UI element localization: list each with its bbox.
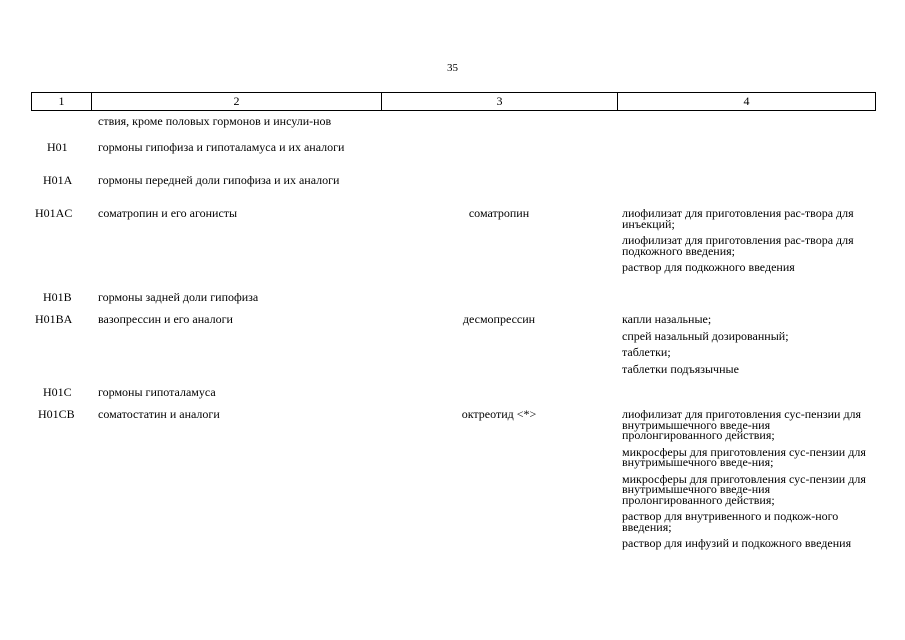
dosage-form: таблетки подъязычные: [622, 361, 739, 376]
atc-code: H01BA: [35, 312, 73, 326]
dosage-form: раствор для инфузий и подкожного введения: [622, 536, 852, 550]
dosage-forms: [617, 314, 873, 387]
atc-code: H01CB: [38, 407, 75, 421]
dosage-form: лиофилизат для приготовления рас-твора для подкожного введения;: [622, 233, 854, 258]
table-row: [0, 292, 905, 314]
table-header: [31, 92, 876, 111]
dosage-forms: [617, 208, 873, 292]
dosage-form: спрей назальный дозированный;: [622, 328, 789, 343]
dosage-forms: [617, 387, 873, 409]
table-row: [0, 387, 905, 409]
atc-group-name: гормоны гипоталамуса: [98, 385, 216, 399]
dosage-forms: [617, 175, 873, 208]
atc-code: [0, 116, 91, 142]
dosage-form: капли назальные;: [622, 312, 712, 326]
dosage-form: раствор для внутривенного и подкож-ного введения;: [622, 509, 839, 534]
header-col-2: 2: [92, 93, 382, 110]
table-row: [0, 314, 905, 387]
dosage-forms: [617, 292, 873, 314]
header-col-4: 4: [743, 94, 750, 108]
substance-name: [381, 116, 617, 142]
substance-name: десмопрессин: [462, 312, 536, 326]
dosage-form: микросферы для приготовления сус-пензии для внутримышечного введе-ния;: [622, 444, 866, 469]
dosage-forms: [617, 142, 873, 175]
table-body: [0, 116, 905, 599]
atc-group-name: соматостатин и аналоги: [98, 407, 220, 421]
atc-code: H01AC: [35, 206, 73, 220]
dosage-form: раствор для подкожного введения: [622, 260, 795, 274]
atc-group-name: ствия, кроме половых гормонов и инсули-нов: [98, 114, 332, 128]
table-row: [0, 175, 905, 208]
atc-code: H01: [47, 140, 68, 154]
header-col-1: 1: [32, 93, 92, 110]
substance-name: [381, 387, 617, 409]
header-col-3: 3: [382, 93, 618, 110]
dosage-form: лиофилизат для приготовления рас-твора для инъекций;: [622, 206, 854, 231]
atc-group-name: соматропин и его агонисты: [98, 206, 238, 220]
dosage-form: таблетки;: [622, 345, 671, 359]
page-number: 35: [447, 62, 458, 74]
table-row: [0, 208, 905, 292]
atc-group-name: гормоны передней доли гипофиза и их аналоги: [98, 173, 340, 187]
atc-code: H01B: [43, 290, 72, 304]
substance-name: соматропин: [468, 206, 530, 220]
atc-code: H01C: [43, 385, 72, 399]
atc-group-name: вазопрессин и его аналоги: [98, 312, 233, 326]
dosage-forms: [617, 409, 873, 599]
atc-group-name: гормоны гипофиза и гипоталамуса и их аналоги: [98, 140, 345, 154]
table-row: [0, 142, 905, 175]
substance-name: октреотид <*>: [461, 407, 537, 421]
table-row: [0, 116, 905, 142]
dosage-form: микросферы для приготовления сус-пензии для внутримышечного введе-ния пролонгированного действия;: [622, 471, 866, 507]
substance-name: [381, 175, 617, 208]
dosage-forms: [617, 116, 873, 142]
dosage-form: лиофилизат для приготовления сус-пензии для внутримышечного введе-ния пролонгированного действия;: [622, 407, 862, 442]
atc-code: H01A: [43, 173, 73, 187]
atc-group-name: гормоны задней доли гипофиза: [98, 290, 259, 304]
substance-name: [381, 142, 617, 175]
substance-name: [381, 292, 617, 314]
table-row: [0, 409, 905, 599]
